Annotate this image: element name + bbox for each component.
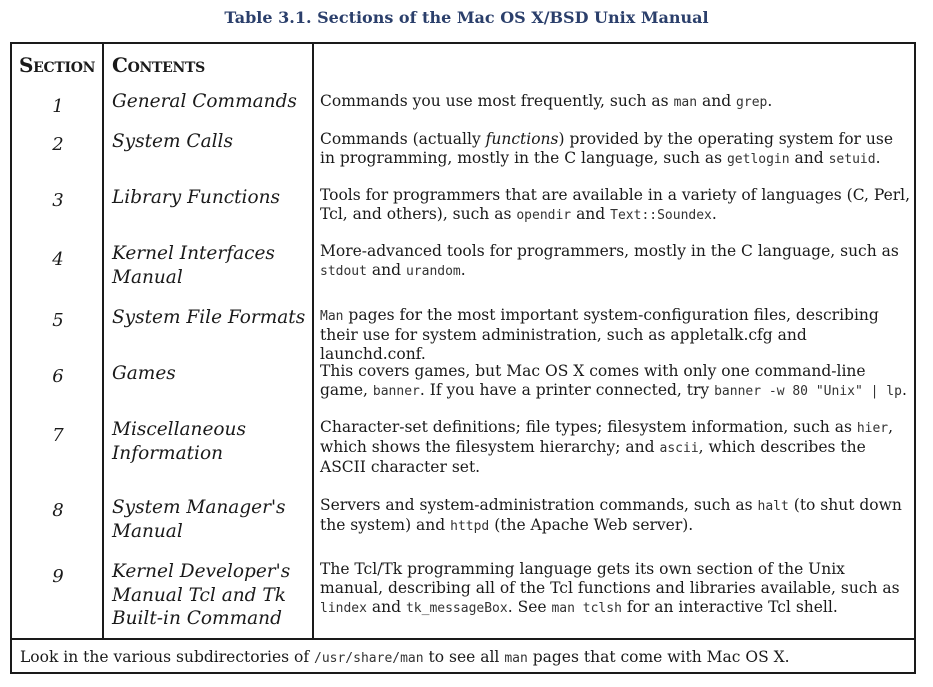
code-term: getlogin bbox=[726, 152, 790, 167]
code-term: tk_messageBox bbox=[405, 601, 508, 616]
text-run: and bbox=[366, 598, 406, 616]
code-term: urandom bbox=[405, 264, 461, 279]
section-description bbox=[320, 560, 912, 618]
section-number: 5 bbox=[52, 310, 64, 331]
section-name: System Calls bbox=[112, 131, 233, 152]
section-name: System File Formats bbox=[112, 307, 306, 328]
section-name: General Commands bbox=[112, 91, 297, 112]
footer-divider bbox=[12, 638, 914, 640]
section-description bbox=[320, 242, 912, 281]
table-caption: Table 3.1. Sections of the Mac OS X/BSD Unix Manual bbox=[224, 8, 709, 27]
column-divider-2 bbox=[312, 44, 314, 638]
text-run: , which describes the ASCII character set. bbox=[320, 438, 866, 476]
header-section: SECTION bbox=[19, 53, 96, 77]
text-run: and bbox=[697, 92, 737, 110]
code-term: stdout bbox=[320, 264, 367, 279]
section-number: 9 bbox=[52, 566, 64, 587]
text-run: and bbox=[366, 261, 406, 279]
text-run: . See bbox=[507, 598, 552, 616]
text-run: This covers games, but Mac OS X comes with only one command-line game, bbox=[320, 362, 866, 399]
manual-sections-table bbox=[10, 42, 916, 674]
code-term: Text::Soundex bbox=[610, 208, 712, 223]
section-name: Kernel Interfaces Manual bbox=[112, 243, 275, 288]
section-number: 7 bbox=[52, 425, 64, 446]
code-term: /usr/share/man bbox=[314, 651, 424, 666]
text-run: Tools for programmers that are available in a variety of languages (C, Perl, Tcl, and others), such as bbox=[320, 186, 911, 223]
header-contents: CONTENTS bbox=[112, 53, 205, 77]
text-run: Servers and system-administration commands, such as bbox=[320, 496, 758, 514]
section-description bbox=[320, 496, 912, 536]
text-run: (the Apache Web server). bbox=[489, 516, 694, 534]
text-run: Character-set definitions; file types; filesystem information, such as bbox=[320, 418, 857, 436]
code-term: lindex bbox=[320, 601, 367, 616]
text-run: Look in the various subdirectories of bbox=[20, 648, 314, 666]
text-run: . bbox=[460, 261, 466, 279]
text-run: More-advanced tools for programmers, mostly in the C language, such as bbox=[320, 242, 899, 260]
section-name: Miscellaneous Information bbox=[112, 419, 246, 464]
text-run: for an interactive Tcl shell. bbox=[621, 598, 838, 616]
emphasis-text: functions bbox=[485, 130, 559, 148]
text-run: . bbox=[875, 149, 881, 167]
text-run: Commands (actually bbox=[320, 130, 486, 148]
text-run: and bbox=[571, 205, 611, 223]
code-term: man bbox=[504, 651, 528, 666]
code-term: httpd bbox=[450, 519, 490, 534]
section-description bbox=[320, 92, 912, 112]
text-run: pages for the most important system-configuration files, describing their use for system administration, such as appletalk.cfg and launchd.conf. bbox=[320, 306, 879, 363]
code-term: grep bbox=[736, 95, 768, 110]
code-term: man tclsh bbox=[551, 601, 622, 616]
section-number: 1 bbox=[52, 96, 64, 117]
section-name: Kernel Developer's Manual Tcl and Tk Built-in Command bbox=[112, 561, 291, 629]
section-description bbox=[320, 130, 912, 169]
text-run: . bbox=[711, 205, 717, 223]
code-term: ascii bbox=[659, 441, 699, 456]
section-number: 3 bbox=[52, 190, 64, 211]
text-run: pages that come with Mac OS X. bbox=[527, 648, 790, 666]
code-term: halt bbox=[757, 499, 789, 514]
text-run: to see all bbox=[423, 648, 505, 666]
section-description bbox=[320, 186, 912, 225]
text-run: and bbox=[789, 149, 829, 167]
text-run: . bbox=[767, 92, 773, 110]
section-description bbox=[320, 362, 912, 401]
code-term: banner -w 80 "Unix" | lp bbox=[714, 384, 902, 399]
text-run: Commands you use most frequently, such as bbox=[320, 92, 674, 110]
text-run: , which shows the filesystem hierarchy; and bbox=[320, 418, 894, 456]
section-description bbox=[320, 306, 912, 364]
section-name: Games bbox=[112, 363, 176, 384]
section-name: Library Functions bbox=[112, 187, 281, 208]
section-number: 2 bbox=[52, 134, 64, 155]
section-description bbox=[320, 418, 912, 477]
text-run: . If you have a printer connected, try bbox=[419, 381, 715, 399]
section-number: 4 bbox=[52, 249, 64, 270]
text-run: ) provided by the operating system for use in programming, mostly in the C language, such as bbox=[320, 130, 893, 167]
code-term: Man bbox=[320, 309, 344, 324]
code-term: man bbox=[673, 95, 698, 110]
text-run: The Tcl/Tk programming language gets its own section of the Unix manual, describing all of the Tcl functions and libraries available, such as bbox=[320, 560, 900, 597]
code-term: opendir bbox=[516, 208, 572, 223]
section-number: 6 bbox=[52, 366, 64, 387]
code-term: setuid bbox=[828, 152, 876, 167]
text-run: (to shut down the system) and bbox=[320, 496, 902, 534]
code-term: banner bbox=[372, 384, 420, 399]
section-number: 8 bbox=[52, 500, 64, 521]
section-name: System Manager's Manual bbox=[112, 497, 286, 542]
code-term: hier bbox=[856, 421, 889, 436]
text-run: . bbox=[901, 381, 907, 399]
table-footer-note bbox=[20, 648, 790, 666]
